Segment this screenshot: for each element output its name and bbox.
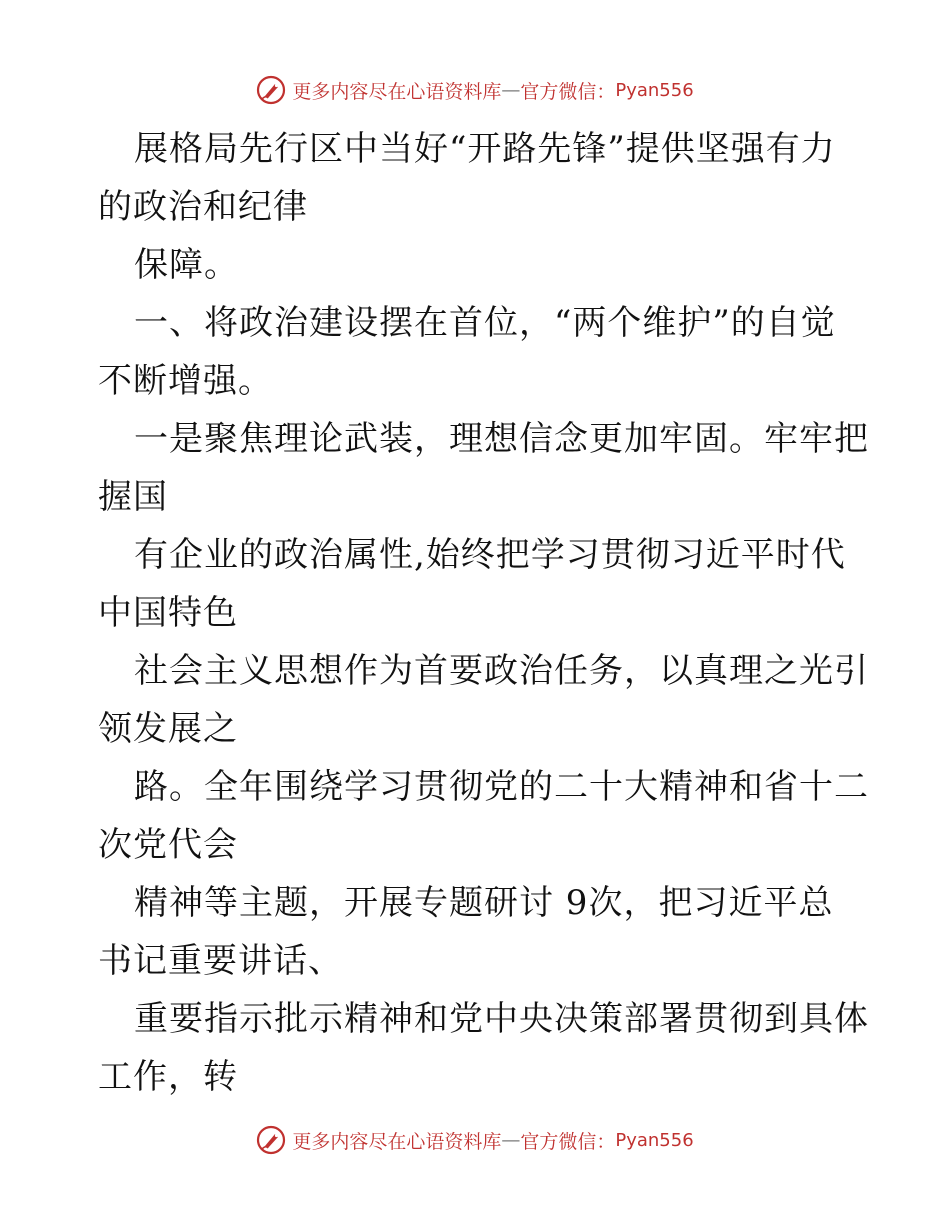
text-line: 精神等主题，开展专题研讨 9次，把习近平总	[134, 883, 834, 923]
watermark-wechat-label: 官方微信：	[520, 1130, 616, 1153]
watermark-wechat-id: Pyan556	[615, 79, 694, 101]
text-line: 次党代会	[98, 825, 238, 865]
text-line: 不断增强。	[98, 361, 273, 401]
watermark-brand: 更多内容尽在心语资料库	[292, 1130, 502, 1153]
text-line: 社会主义思想作为首要政治任务，以真理之光引	[134, 651, 869, 691]
text-line: 工作，转	[98, 1057, 238, 1097]
watermark-separator: —	[501, 1129, 521, 1151]
watermark-separator: —	[501, 79, 521, 101]
pen-nib-logo-icon	[256, 75, 286, 105]
footer-watermark	[0, 1122, 950, 1158]
text-line: 一是聚焦理论武装，理想信念更加牢固。牢牢把	[134, 419, 869, 459]
text-line: 一、将政治建设摆在首位，“两个维护”的自觉	[134, 303, 836, 343]
text-line: 路。全年围绕学习贯彻党的二十大精神和省十二	[134, 767, 869, 807]
document-body	[98, 120, 869, 1106]
text-line: 的政治和纪律	[98, 187, 308, 227]
text-line: 保障。	[134, 245, 239, 285]
watermark-wechat-label: 官方微信：	[520, 80, 616, 103]
text-line: 重要指示批示精神和党中央决策部署贯彻到具体	[134, 999, 869, 1039]
text-line: 领发展之	[98, 709, 238, 749]
watermark-brand: 更多内容尽在心语资料库	[292, 80, 502, 103]
pen-nib-logo-icon	[256, 1125, 286, 1155]
header-watermark	[0, 72, 950, 108]
watermark-wechat-id: Pyan556	[615, 1129, 694, 1151]
text-line: 握国	[98, 477, 168, 517]
text-line: 有企业的政治属性,始终把学习贯彻习近平时代	[134, 535, 846, 575]
text-line: 展格局先行区中当好“开路先锋”提供坚强有力	[134, 129, 836, 169]
text-line: 中国特色	[98, 593, 238, 633]
text-line: 书记重要讲话、	[98, 941, 343, 981]
